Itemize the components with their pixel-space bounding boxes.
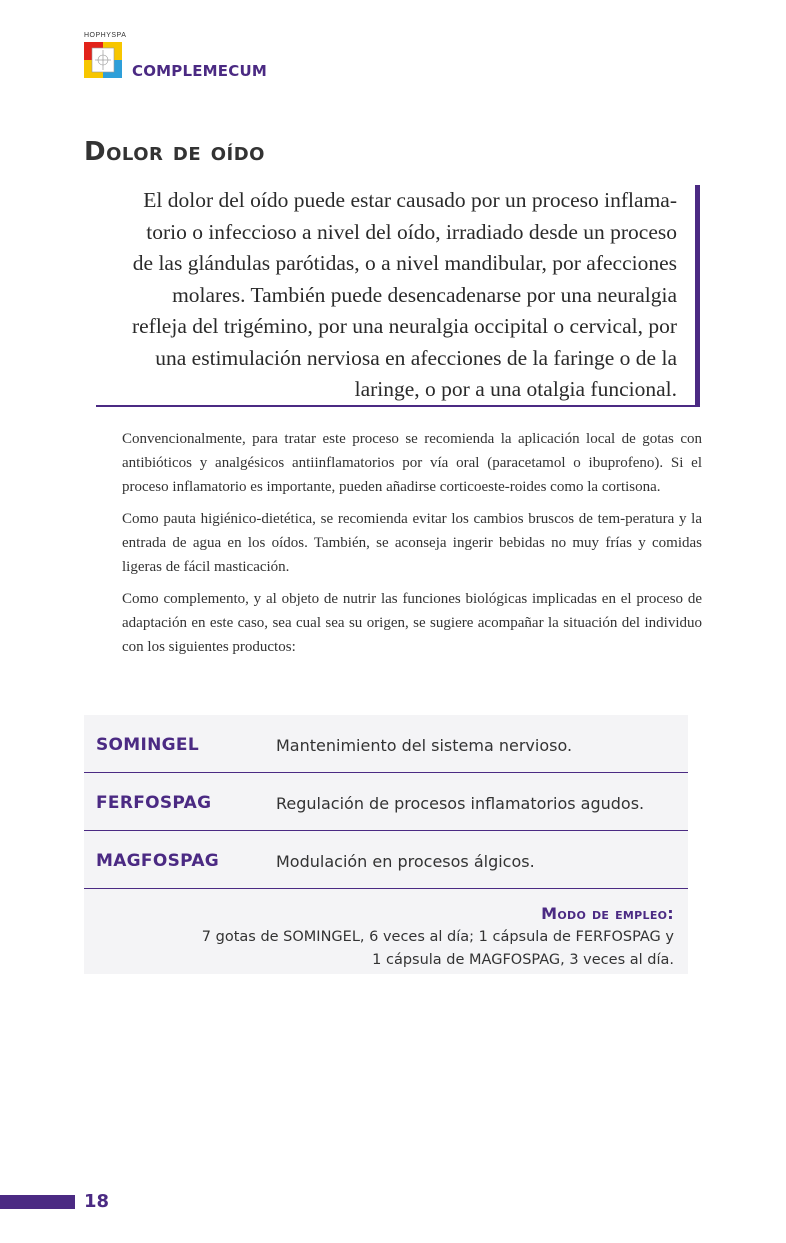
intro-line: laringe, o por a una otalgia funcional.	[354, 377, 677, 401]
usage-line: 7 gotas de SOMINGEL, 6 veces al día; 1 cápsula de FERFOSPAG y	[201, 929, 674, 945]
usage-section	[84, 889, 688, 974]
logo-icon	[84, 42, 122, 78]
products-table	[84, 715, 688, 974]
paragraph: Como complemento, y al objeto de nutrir las funciones biológicas implicadas en el proceso de adaptación en este caso, sea cual sea su origen, se sugiere acompañar la situación del individuo con los siguientes productos:	[122, 591, 702, 655]
page-title: Dolor de oído	[84, 137, 265, 167]
intro-line: El dolor del oído puede estar causado por un proceso inflama-	[143, 188, 677, 212]
product-row	[84, 773, 688, 831]
product-description: Mantenimiento del sistema nervioso.	[276, 736, 573, 755]
intro-line: una estimulación nerviosa en afecciones de la faringe o de la	[155, 345, 677, 370]
footer-bar	[0, 1195, 75, 1209]
usage-title: Modo de empleo:	[541, 904, 674, 923]
body-text	[122, 427, 702, 667]
intro-line: de las glándulas parótidas, o a nivel mandibular, por afecciones	[132, 251, 677, 275]
product-name: SOMINGEL	[96, 735, 199, 755]
intro-line: molares. También puede desencadenarse por una neuralgia	[172, 282, 677, 307]
product-name: FERFOSPAG	[96, 793, 212, 813]
product-description: Regulación de procesos inflamatorios agudos.	[276, 794, 645, 813]
intro-line: torio o infeccioso a nivel del oído, irradiado desde un proceso	[146, 219, 677, 244]
intro-line: refleja del trigémino, por una neuralgia occipital o cervical, por	[131, 314, 677, 338]
logo-text: HOPHYSPA	[84, 32, 127, 39]
brand-name: COMPLEMECUM	[132, 62, 267, 80]
intro-box	[96, 185, 700, 407]
usage-line: 1 cápsula de MAGFOSPAG, 3 veces al día.	[372, 952, 674, 968]
page-number: 18	[84, 1191, 110, 1212]
product-description: Modulación en procesos álgicos.	[276, 852, 535, 871]
paragraph: Como pauta higiénico-dietética, se recomienda evitar los cambios bruscos de tem-peratura y la entrada de agua en los oídos. También, se aconseja ingerir bebidas no muy frías y comidas ligeras de fácil masticación.	[122, 511, 702, 575]
paragraph: Convencionalmente, para tratar este proceso se recomienda la aplicación local de gotas con antibióticos y analgésicos antiinflamatorios por vía oral (paracetamol o ibuprofeno). Si el proceso inflamatorio es importante, pueden añadirse corticoeste-roides como la cortisona.	[122, 431, 702, 495]
product-row	[84, 715, 688, 773]
product-name: MAGFOSPAG	[96, 851, 220, 871]
product-row	[84, 831, 688, 889]
